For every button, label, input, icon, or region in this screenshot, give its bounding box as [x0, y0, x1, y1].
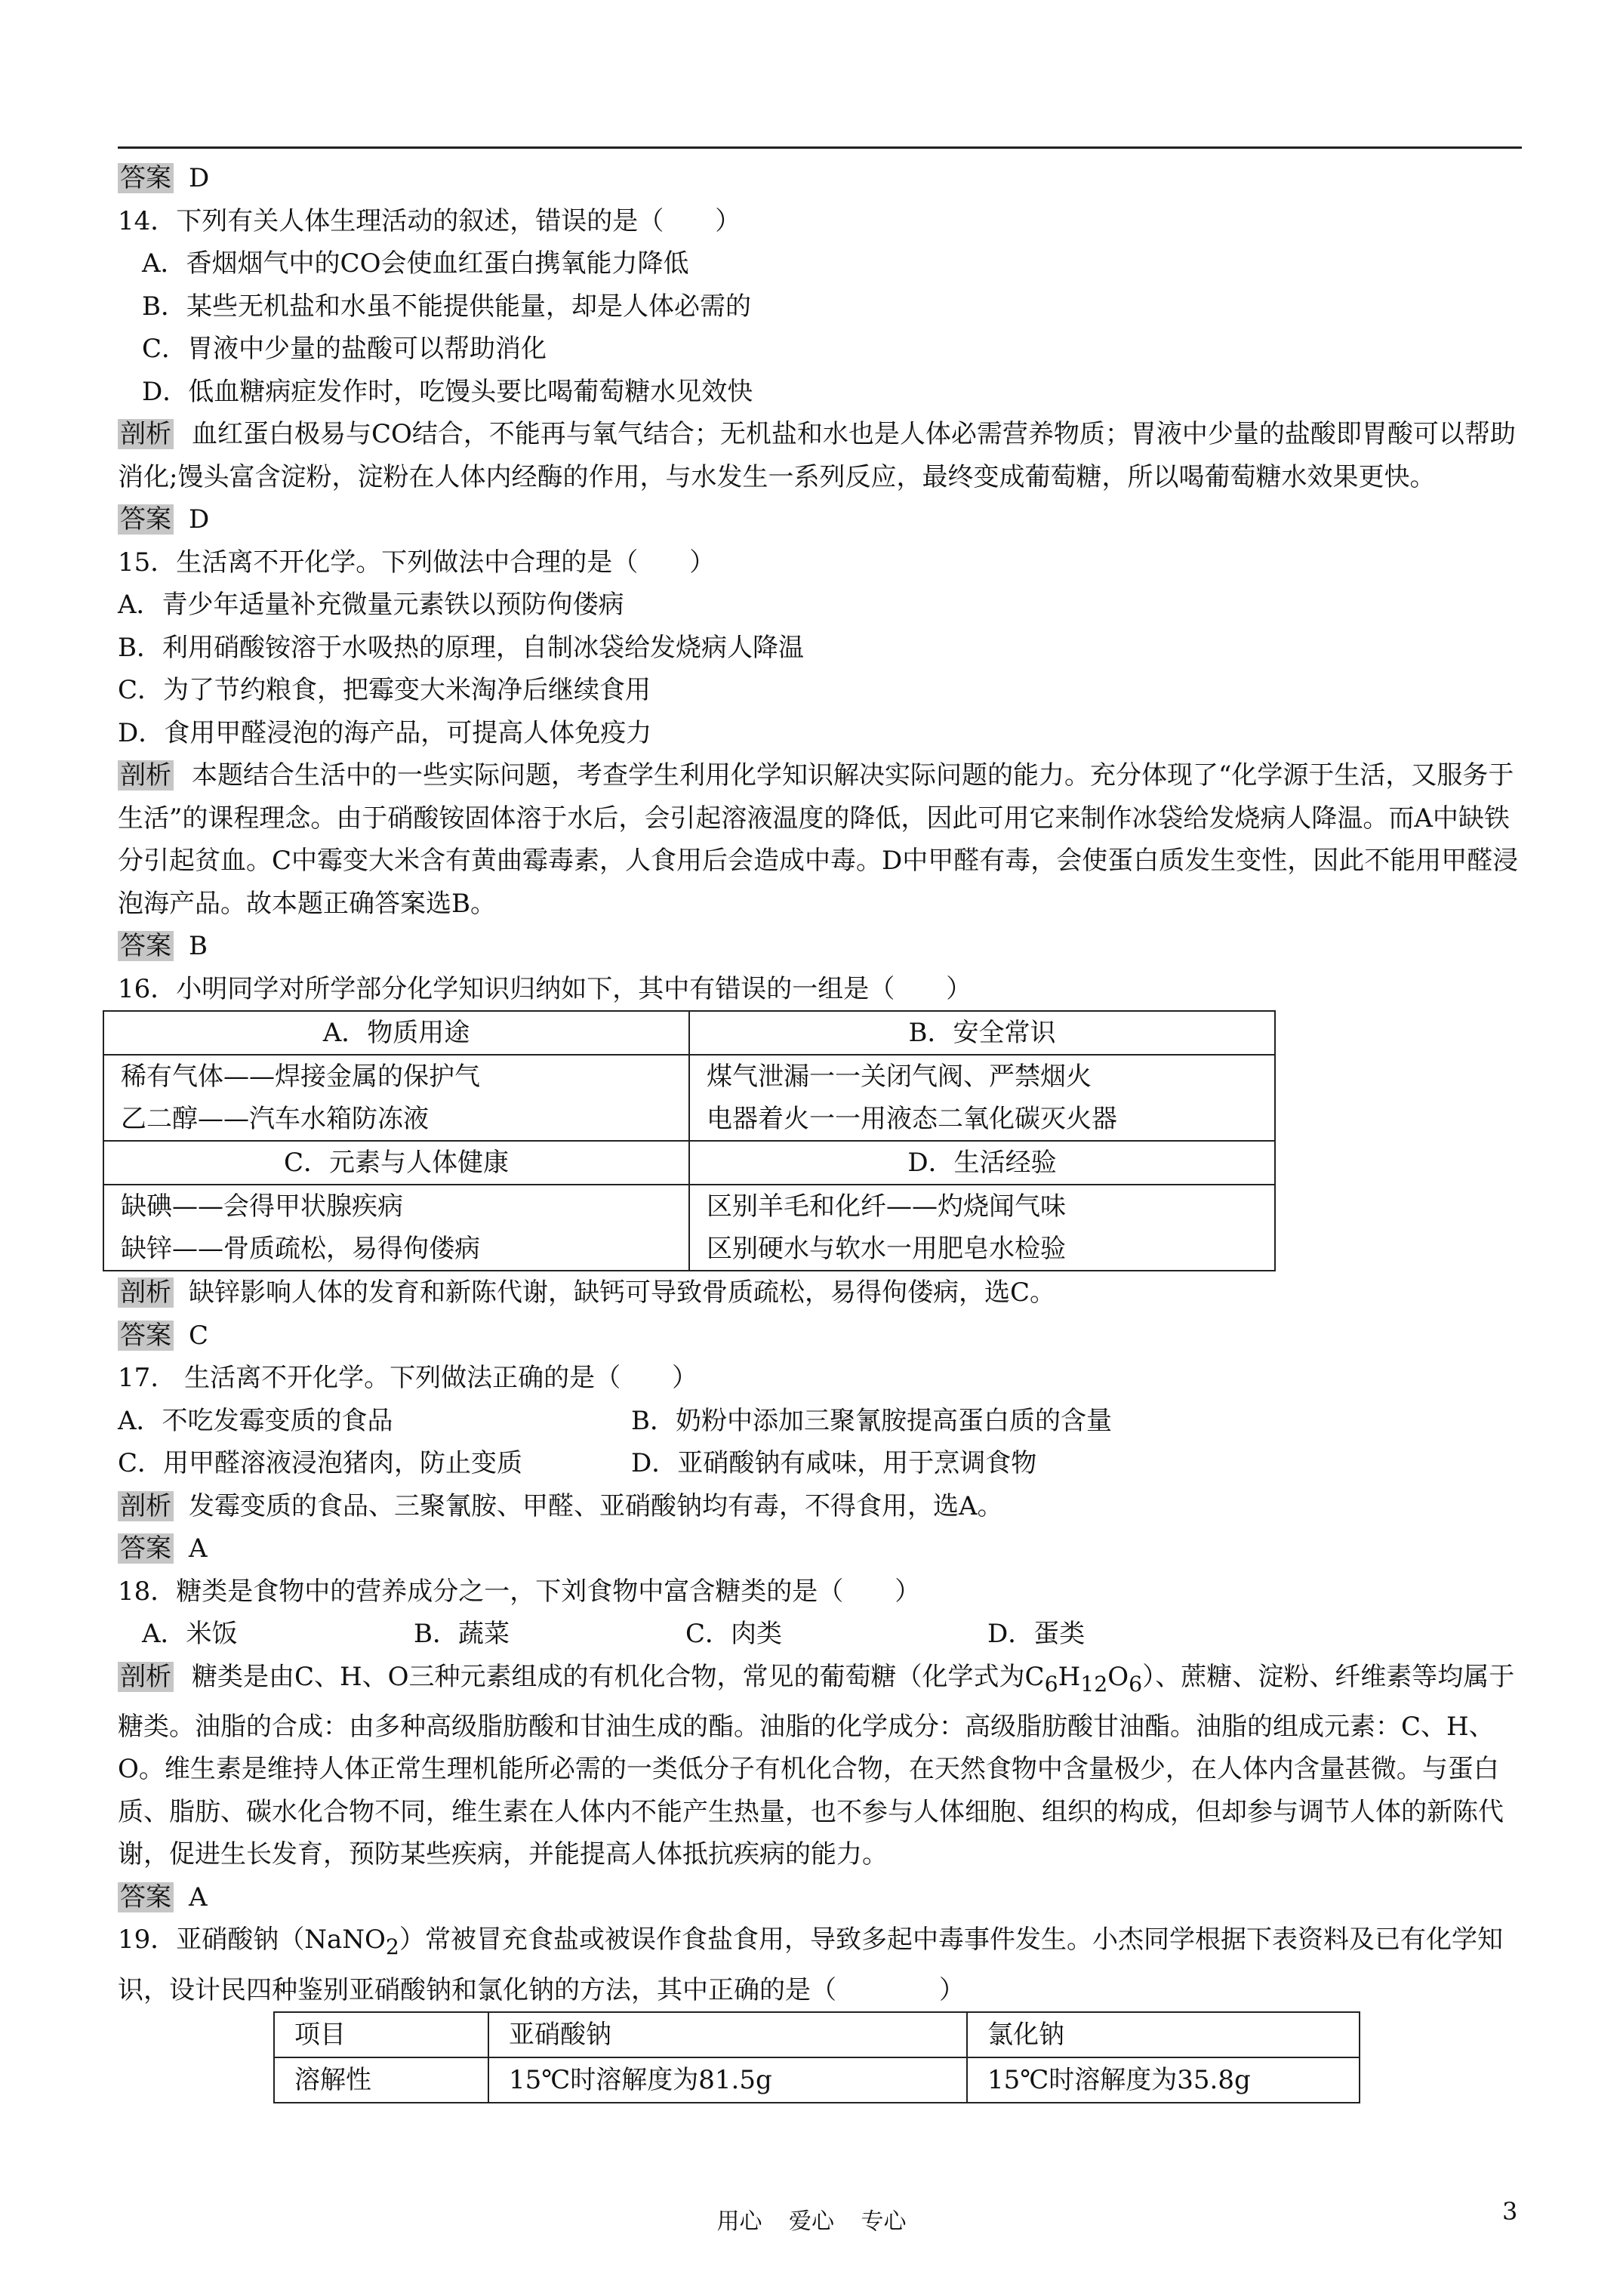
formula-element: H	[1058, 1661, 1081, 1692]
option-c: C．用甲醛溶液浸泡猪肉，防止变质	[118, 1448, 523, 1478]
formula-subscript: 2	[385, 1934, 399, 1960]
table-cell-b	[689, 1055, 1275, 1141]
table-cell-line: 缺碘——会得甲状腺疾病	[121, 1191, 403, 1222]
table-header-d: D．生活经验	[689, 1141, 1275, 1185]
question-stem: 18．糖类是食物中的营养成分之一，下刘食物中富含糖类的是（ ）	[118, 1576, 921, 1607]
table-cell-c	[103, 1185, 689, 1271]
table-header-a: A．物质用途	[103, 1011, 689, 1055]
analysis-text: 糖类是由C、H、O三种元素组成的有机化合物，常见的葡萄糖（化学式为C	[192, 1661, 1045, 1692]
table-cell-line: 稀有气体——焊接金属的保护气	[121, 1062, 480, 1092]
option-b: B．蔬菜	[414, 1619, 510, 1649]
table-header-c: C．元素与人体健康	[103, 1141, 689, 1185]
table-cell-line: 区别硬水与软水一用肥皂水检验	[707, 1234, 1066, 1264]
formula-subscript: 6	[1129, 1671, 1143, 1697]
properties-table	[273, 2011, 1360, 2103]
answer-label: 答案	[118, 931, 174, 961]
option-row	[118, 1613, 1522, 1656]
analysis-paragraph	[118, 413, 1522, 498]
question-stem: 16．小明同学对所学部分化学知识归纳如下，其中有错误的一组是（ ）	[118, 973, 972, 1004]
table-cell-a	[103, 1055, 689, 1141]
answer-line	[118, 498, 1522, 541]
table-cell-line: 煤气泄漏一一关闭气阀、严禁烟火	[707, 1062, 1092, 1092]
option-a: A．香烟烟气中的CO会使血红蛋白携氧能力降低	[142, 248, 689, 279]
question-stem	[118, 1918, 1522, 2011]
answer-line	[118, 925, 1522, 968]
answer-value: D	[189, 504, 210, 535]
analysis-label: 剖析	[118, 1491, 174, 1521]
answer-value: D	[189, 163, 210, 193]
answer-line	[118, 1876, 1522, 1919]
option-c: C．为了节约粮食，把霉变大米淘净后继续食用	[118, 675, 651, 705]
answer-value: A	[189, 1881, 208, 1912]
stem-text: 19．亚硝酸钠（NaNO	[118, 1925, 386, 1955]
answer-label: 答案	[118, 1882, 174, 1912]
table-cell-line: 乙二醇——汽车水箱防冻液	[121, 1104, 429, 1134]
option-d: D．亚硝酸钠有咸味，用于烹调食物	[631, 1448, 1037, 1478]
analysis-paragraph	[118, 754, 1522, 925]
table-header-item: 项目	[274, 2012, 488, 2057]
answer-label: 答案	[118, 1321, 174, 1351]
option-b: B．某些无机盐和水虽不能提供能量，却是人体必需的	[142, 291, 751, 322]
analysis-label: 剖析	[118, 419, 174, 449]
answer-value: C	[189, 1320, 209, 1351]
question-stem: 14．下列有关人体生理活动的叙述，错误的是（ ）	[118, 205, 741, 236]
table-cell: 15℃时溶解度为81.5g	[488, 2057, 967, 2103]
option-row	[118, 1400, 1522, 1443]
page-number: 3	[1502, 2197, 1518, 2226]
stem-text: ）常被冒充食盐或被误作食盐食用，导致多起中毒事件发生。小杰同学根据下表资料及已有化学知识，设计民四种鉴别亚硝酸钠和氯化钠的方法，其中正确的是（ ）	[118, 1925, 1503, 2005]
answer-label: 答案	[118, 504, 174, 535]
answer-value: B	[189, 931, 208, 961]
answer-label: 答案	[118, 163, 174, 193]
option-row	[118, 1442, 1522, 1485]
table-cell: 溶解性	[274, 2057, 488, 2103]
page-content	[118, 157, 1522, 2103]
answer-line	[118, 1314, 1522, 1358]
answer-label: 答案	[118, 1533, 174, 1564]
analysis-label: 剖析	[118, 760, 174, 791]
option-a: A．青少年适量补充微量元素铁以预防佝偻病	[118, 590, 624, 620]
option-c: C．胃液中少量的盐酸可以帮助消化	[142, 334, 547, 364]
question-stem: 17. 生活离不开化学。下列做法正确的是（ ）	[118, 1363, 698, 1393]
page-footer: 用心 爱心 专心	[716, 2208, 907, 2235]
analysis-text: 发霉变质的食品、三聚氰胺、甲醛、亚硝酸钠均有毒，不得食用，选A。	[189, 1490, 1003, 1521]
analysis-text: 缺锌影响人体的发育和新陈代谢，缺钙可导致骨质疏松，易得佝偻病，选C。	[189, 1277, 1056, 1308]
analysis-text: 血红蛋白极易与CO结合，不能再与氧气结合；无机盐和水也是人体必需营养物质；胃液中少量的盐酸即胃酸可以帮助消化;馒头富含淀粉，淀粉在人体内经酶的作用，与水发生一系列反应，最终变成葡萄糖，所以喝葡萄糖水效果更快。	[118, 419, 1516, 492]
table-header-chloride: 氯化钠	[967, 2012, 1360, 2057]
formula-subscript: 12	[1080, 1671, 1108, 1697]
analysis-label: 剖析	[118, 1277, 174, 1308]
option-b: B．奶粉中添加三聚氰胺提高蛋白质的含量	[631, 1405, 1112, 1436]
table-cell-line: 电器着火一一用液态二氧化碳灭火器	[707, 1104, 1117, 1134]
question-stem: 15．生活离不开化学。下列做法中合理的是（ ）	[118, 547, 716, 578]
answer-value: A	[189, 1533, 208, 1564]
analysis-paragraph	[118, 1656, 1522, 1876]
option-a: A．不吃发霉变质的食品	[118, 1405, 393, 1436]
table-cell-d	[689, 1185, 1275, 1271]
table-cell-line: 区别羊毛和化纤——灼烧闻气味	[707, 1191, 1066, 1222]
header-rule	[118, 146, 1522, 149]
formula-subscript: 6	[1044, 1671, 1058, 1697]
option-a: A．米饭	[142, 1619, 238, 1649]
option-b: B．利用硝酸铵溶于水吸热的原理，自制冰袋给发烧病人降温	[118, 632, 804, 663]
option-c: C．肉类	[685, 1619, 783, 1649]
answer-line	[118, 157, 1522, 200]
analysis-line	[118, 1485, 1522, 1528]
table-header-nitrite: 亚硝酸钠	[488, 2012, 967, 2057]
option-d: D．食用甲醛浸泡的海产品，可提高人体免疫力	[118, 717, 652, 748]
analysis-text: 本题结合生活中的一些实际问题，考查学生利用化学知识解决实际问题的能力。充分体现了“化学源于生活，又服务于生活”的课程理念。由于硝酸铵固体溶于水后，会引起溶液温度的降低，因此可用它来制作冰袋给发烧病人降温。而A中缺铁分引起贫血。C中霉变大米含有黄曲霉毒素，人食用后会造成中毒。D中甲醛有毒，会使蛋白质发生变性，因此不能用甲醛浸泡海产品。故本题正确答案选B。	[118, 760, 1519, 919]
option-d: D．蛋类	[987, 1619, 1086, 1649]
table-cell: 15℃时溶解度为35.8g	[967, 2057, 1360, 2103]
knowledge-summary-table	[103, 1010, 1276, 1271]
table-header-b: B．安全常识	[689, 1011, 1275, 1055]
option-d: D．低血糖病症发作时，吃馒头要比喝葡萄糖水见效快	[142, 376, 753, 407]
analysis-label: 剖析	[118, 1662, 174, 1692]
analysis-text: ）、蔗糖、淀粉、纤维素等均属于糖类。油脂的合成：由多种高级脂肪酸和甘油生成的酯。油脂的化学成分：高级脂肪酸甘油酯。油脂的组成元素：C、H、O。维生素是维持人体正常生理机能所必需的一类低分子有机化合物，在天然食物中含量极少，在人体内含量甚微。与蛋白质、脂肪、碳水化合物不同，维生素在人体内不能产生热量，也不参与人体细胞、组织的构成，但却参与调节人体的新陈代谢，促进生长发育，预防某些疾病，并能提高人体抵抗疾病的能力。	[118, 1661, 1515, 1870]
table-cell-line: 缺锌——骨质疏松，易得佝偻病	[121, 1234, 480, 1264]
answer-line	[118, 1527, 1522, 1570]
formula-element: O	[1107, 1661, 1129, 1692]
analysis-line	[118, 1271, 1522, 1314]
